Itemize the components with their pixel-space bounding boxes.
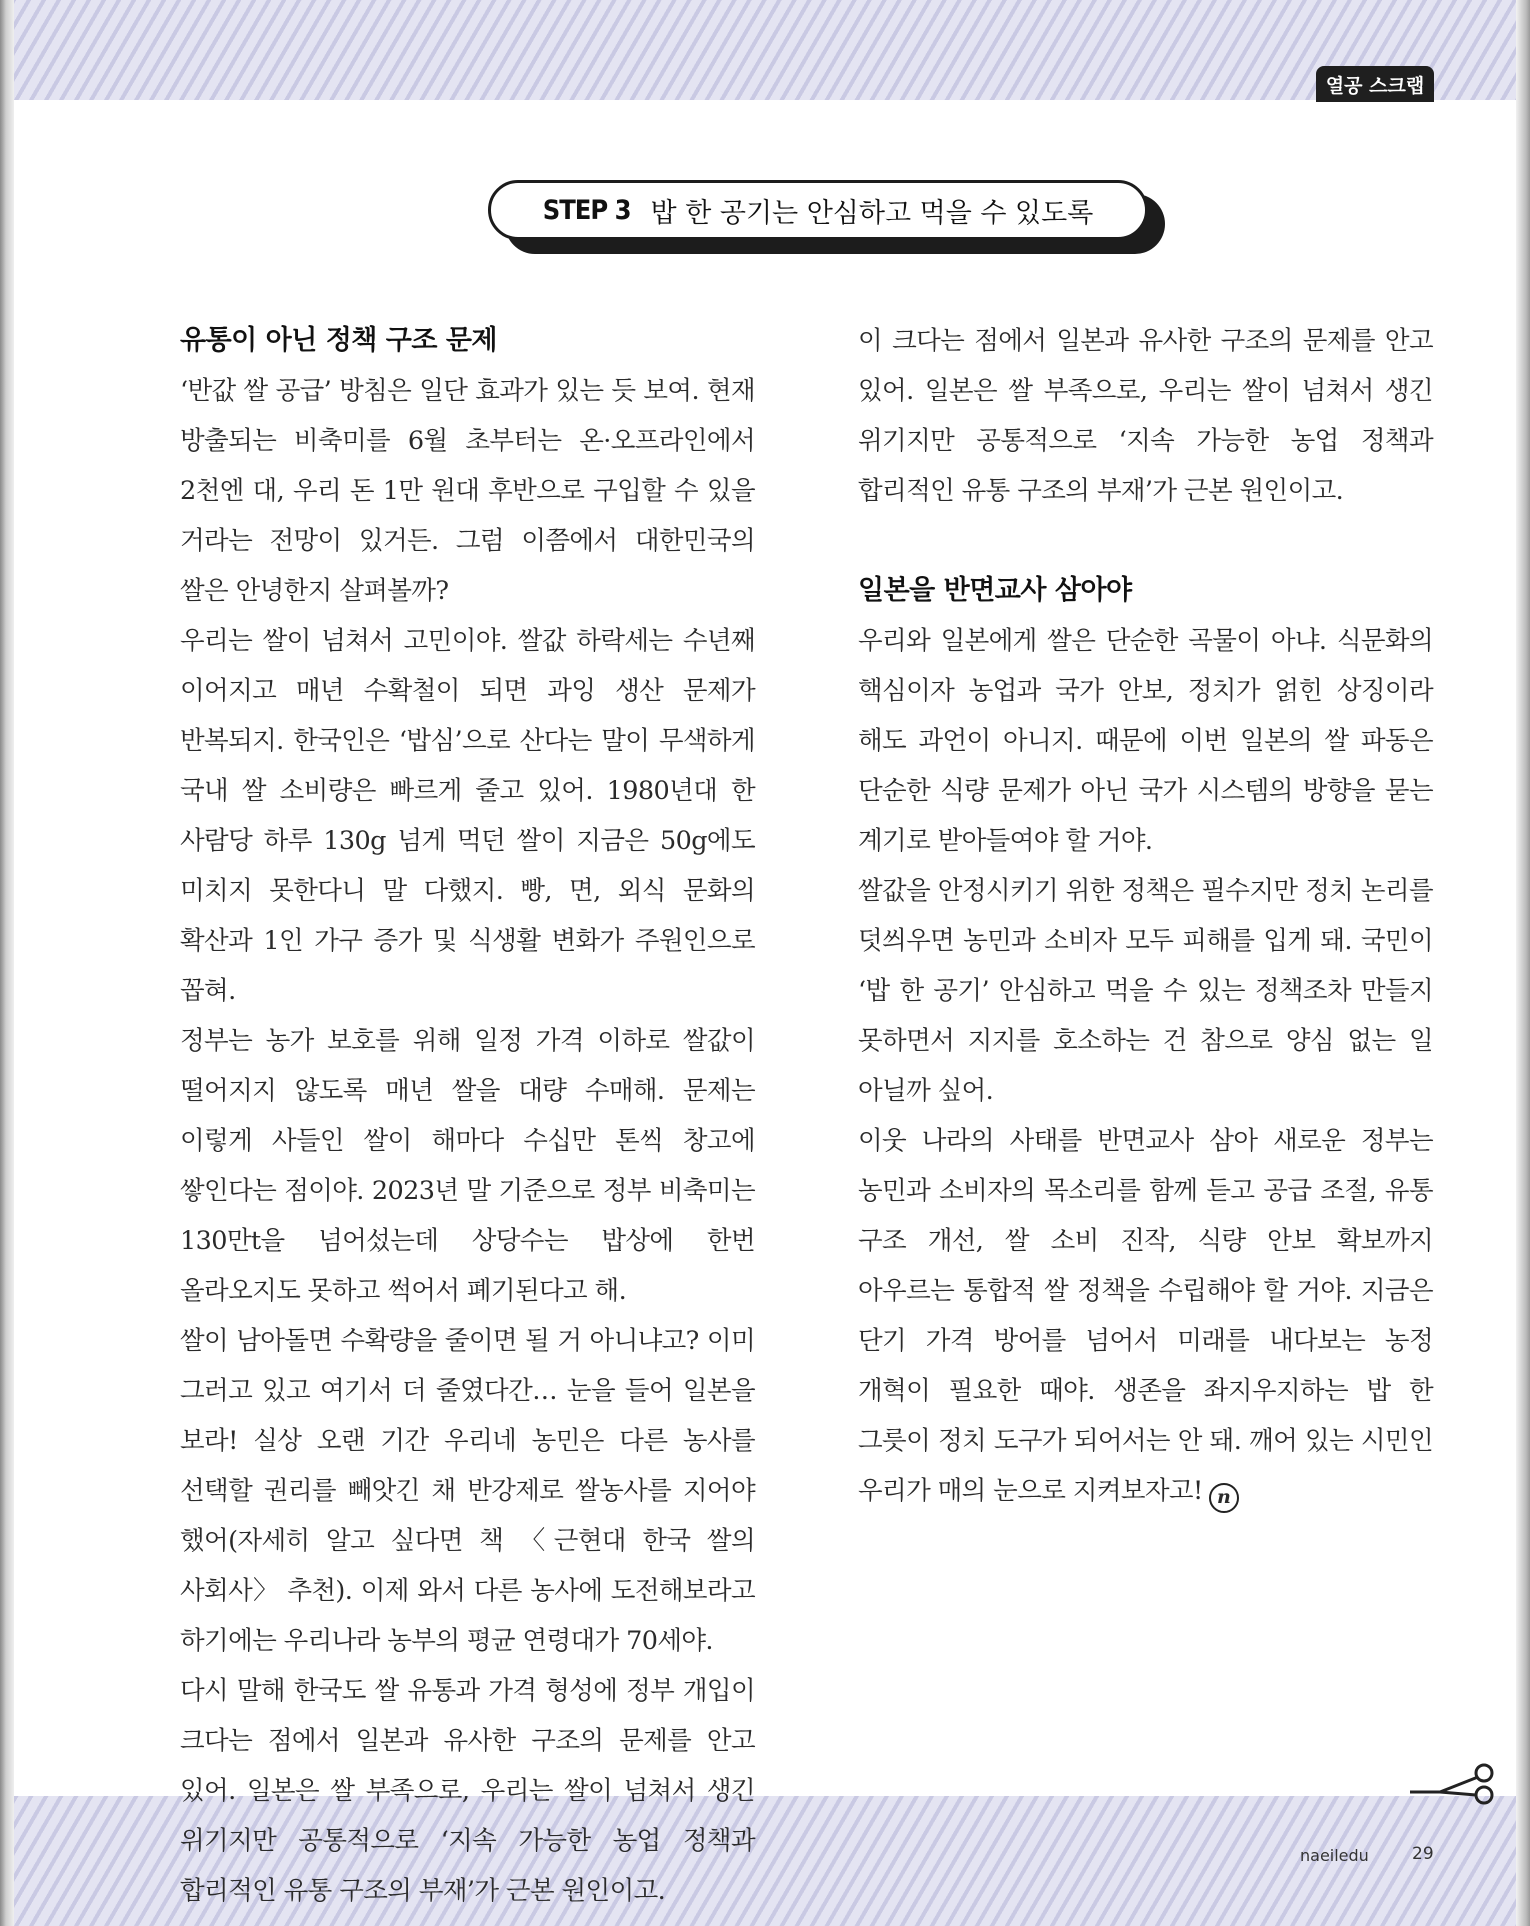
paragraph-text: 이웃 나라의 사태를 반면교사 삼아 새로운 정부는 농민과 소비자의 목소리를 함께 듣고 공급 조절, 유통 구조 개선, 쌀 소비 진작, 식량 안보 확보까지 아우르는 통합적 쌀 정책을 수립해야 할 거야. 지금은 단기 가격 방어를 넘어서 미래를 내다보는 농정 개혁이 필요한 때야. 생존을 좌지우지하는 밥 한 그릇이 정치 도구가 되어서는 안 돼. 깨어 있는 시민인 우리가 매의 눈으로 지켜보자고! <box>858 1126 1433 1506</box>
step-title: 밥 한 공기는 안심하고 먹을 수 있도록 <box>650 197 1094 229</box>
paragraph <box>858 1116 1433 1516</box>
page-binding-shadow <box>0 0 14 1926</box>
paragraph: 쌀이 남아돌면 수확량을 줄이면 될 거 아니냐고? 이미 그러고 있고 여기서 더 줄였다간… 눈을 들어 일본을 보라! 실상 오랜 기간 우리네 농민은 다른 농사를 선택할 권리를 빼앗긴 채 반강제로 쌀농사를 지어야 했어(자세히 알고 싶다면 책 〈근현대 한국 쌀의 사회사〉 추천). 이제 와서 다른 농사에 도전해보라고 하기에는 우리나라 농부의 평균 연령대가 70세야. <box>180 1326 755 1656</box>
page-number: 29 <box>1412 1844 1434 1864</box>
paragraph-continuation: 이 크다는 점에서 일본과 유사한 구조의 문제를 안고 있어. 일본은 쌀 부족으로, 우리는 쌀이 넘쳐서 생긴 위기지만 공통적으로 ‘지속 가능한 농업 정책과 합리적인 유통 구조의 부재’가 근본 원인이고. <box>858 326 1433 506</box>
section-badge: 열공 스크랩 <box>1316 66 1434 102</box>
article-end-mark-icon: n <box>1209 1483 1239 1513</box>
paragraph-continued: 다시 말해 한국도 쌀 유통과 가격 형성에 정부 개입이 크다는 점에서 일본과 유사한 구조의 문제를 안고 있어. 일본은 쌀 부족으로, 우리는 쌀이 넘쳐서 생긴 위기지만 공통적으로 ‘지속 가능한 농업 정책과 합리적인 유통 구조의 부재’가 근본 원인이고. <box>180 1676 755 1906</box>
step-label: STEP 3 <box>542 194 631 226</box>
page-edge-shadow <box>1516 0 1530 1926</box>
scissors-icon <box>1410 1755 1510 1805</box>
article-column-right <box>858 316 1433 1516</box>
step-banner <box>488 180 1148 240</box>
footer-brand: naeiledu <box>1300 1846 1369 1865</box>
top-stripe-band <box>0 0 1530 100</box>
paragraph: 쌀값을 안정시키기 위한 정책은 필수지만 정치 논리를 덧씌우면 농민과 소비자 모두 피해를 입게 돼. 국민이 ‘밥 한 공기’ 안심하고 먹을 수 있는 정책조차 만들지 못하면서 지지를 호소하는 건 참으로 양심 없는 일 아닐까 싶어. <box>858 876 1433 1106</box>
article-column-left <box>180 316 755 1906</box>
section-heading: 일본을 반면교사 삼아야 <box>858 575 1132 606</box>
paragraph: 우리는 쌀이 넘쳐서 고민이야. 쌀값 하락세는 수년째 이어지고 매년 수확철이 되면 과잉 생산 문제가 반복되지. 한국인은 ‘밥심’으로 산다는 말이 무색하게 국내 쌀 소비량은 빠르게 줄고 있어. 1980년대 한 사람당 하루 130g 넘게 먹던 쌀이 지금은 50g에도 미치지 못한다니 말 다했지. 빵, 면, 외식 문화의 확산과 1인 가구 증가 및 식생활 변화가 주원인으로 꼽혀. <box>180 626 755 1006</box>
paragraph: ‘반값 쌀 공급’ 방침은 일단 효과가 있는 듯 보여. 현재 방출되는 비축미를 6월 초부터는 온·오프라인에서 2천엔 대, 우리 돈 1만 원대 후반으로 구입할 수 있을 거라는 전망이 있거든. 그럼 이쯤에서 대한민국의 쌀은 안녕한지 살펴볼까? <box>180 376 755 606</box>
section-heading: 유통이 아닌 정책 구조 문제 <box>180 325 498 356</box>
paragraph: 정부는 농가 보호를 위해 일정 가격 이하로 쌀값이 떨어지지 않도록 매년 쌀을 대량 수매해. 문제는 이렇게 사들인 쌀이 해마다 수십만 톤씩 창고에 쌓인다는 점이야. 2023년 말 기준으로 정부 비축미는 130만t을 넘어섰는데 상당수는 밥상에 한번 올라오지도 못하고 썩어서 폐기된다고 해. <box>180 1026 755 1306</box>
paragraph: 우리와 일본에게 쌀은 단순한 곡물이 아냐. 식문화의 핵심이자 농업과 국가 안보, 정치가 얽힌 상징이라 해도 과언이 아니지. 때문에 이번 일본의 쌀 파동은 단순한 식량 문제가 아닌 국가 시스템의 방향을 묻는 계기로 받아들여야 할 거야. <box>858 626 1433 856</box>
